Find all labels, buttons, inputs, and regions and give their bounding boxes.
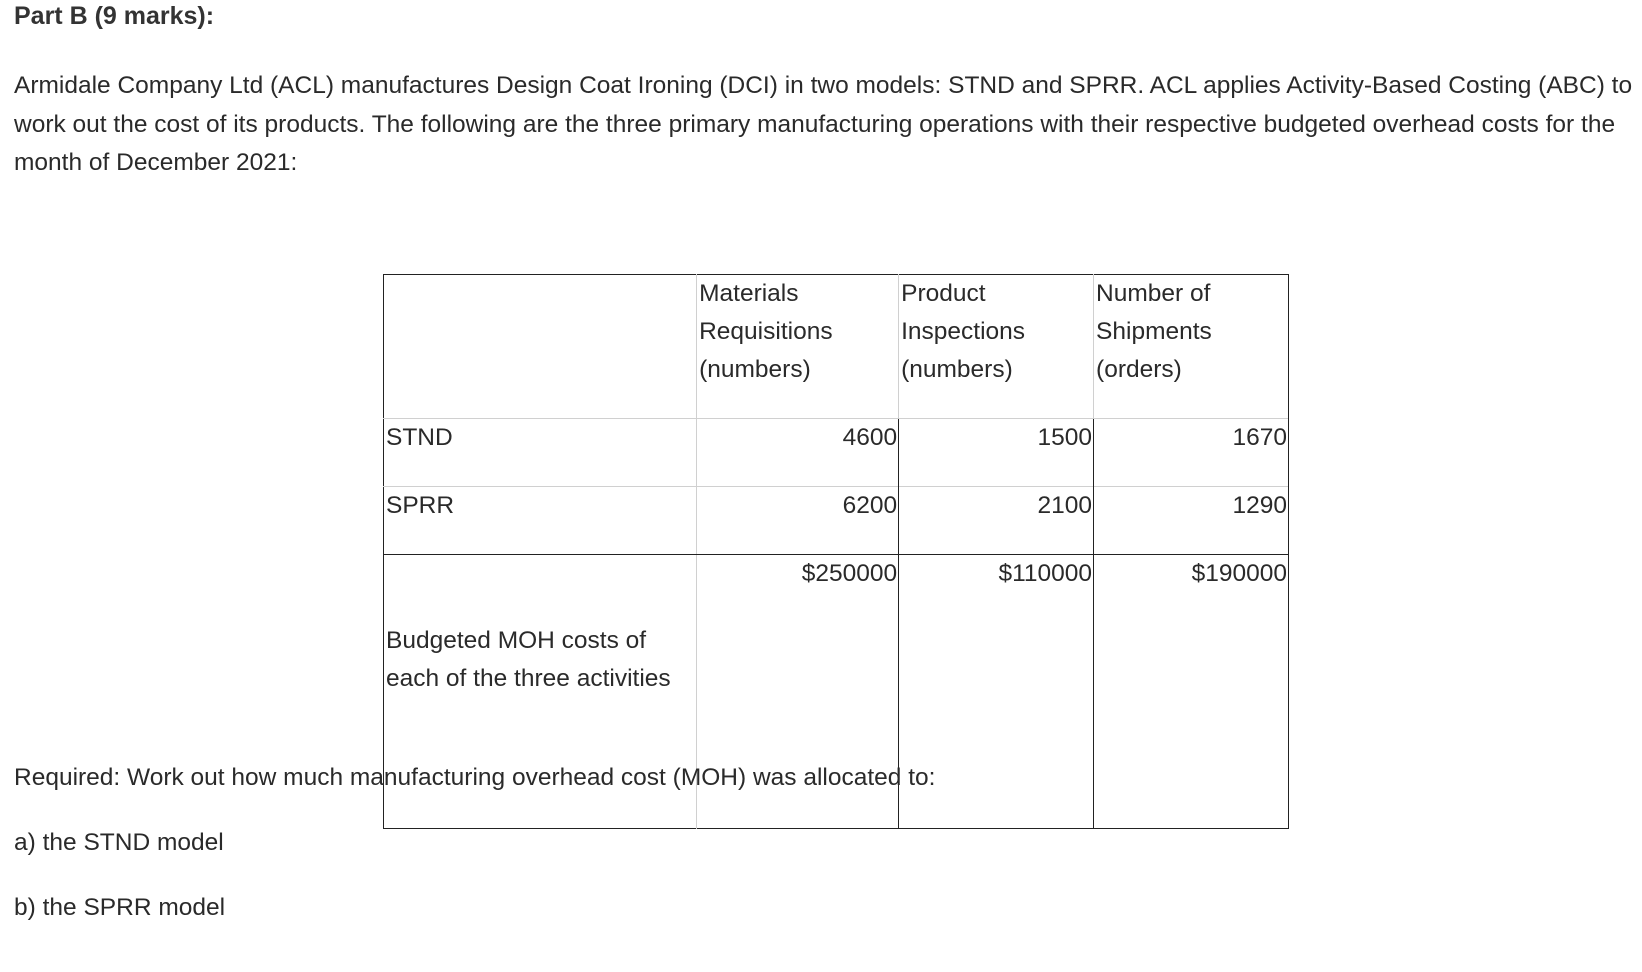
row-label-sprr: SPRR [384, 487, 697, 555]
row-label-budgeted-moh: Budgeted MOH costs of each of the three activities [384, 555, 697, 829]
part-b-text: b) the SPRR model [14, 894, 226, 921]
cell-sprr-product-inspections: 2100 [899, 487, 1094, 555]
table-header-row [384, 275, 1289, 419]
cell-stnd-product-inspections: 1500 [899, 419, 1094, 487]
table-header-product-inspections: Product Inspections (numbers) [899, 275, 1094, 419]
intro-paragraph: Armidale Company Ltd (ACL) manufactures Design Coat Ironing (DCI) in two models: STND and SPRR. ACL applies Activity-Based Costing (ABC) to work out the cost of its products. The following are the three primary manufacturing operations with their respective budgeted overhead costs for the month of December 2021: [14, 72, 1633, 176]
cell-sprr-materials-requisitions: 6200 [697, 487, 899, 555]
table-row [384, 419, 1289, 487]
required-text: Required: Work out how much manufacturing overhead cost (MOH) was allocated to: [14, 764, 936, 791]
table-header-number-of-shipments: Number of Shipments (orders) [1094, 275, 1289, 419]
activity-cost-table [383, 274, 1289, 829]
cell-stnd-number-of-shipments: 1670 [1094, 419, 1289, 487]
row-label-stnd: STND [384, 419, 697, 487]
part-a-text: a) the STND model [14, 829, 224, 856]
cell-sprr-number-of-shipments: 1290 [1094, 487, 1289, 555]
cell-budget-materials-requisitions: $250000 [697, 555, 899, 829]
cell-stnd-materials-requisitions: 4600 [697, 419, 899, 487]
table-header-materials-requisitions: Materials Requisitions (numbers) [697, 275, 899, 419]
question-heading: Part B (9 marks): [14, 2, 215, 30]
cell-budget-product-inspections: $110000 [899, 555, 1094, 829]
cell-budget-number-of-shipments: $190000 [1094, 555, 1289, 829]
table-row [384, 487, 1289, 555]
table-header-cell-empty [384, 275, 697, 419]
